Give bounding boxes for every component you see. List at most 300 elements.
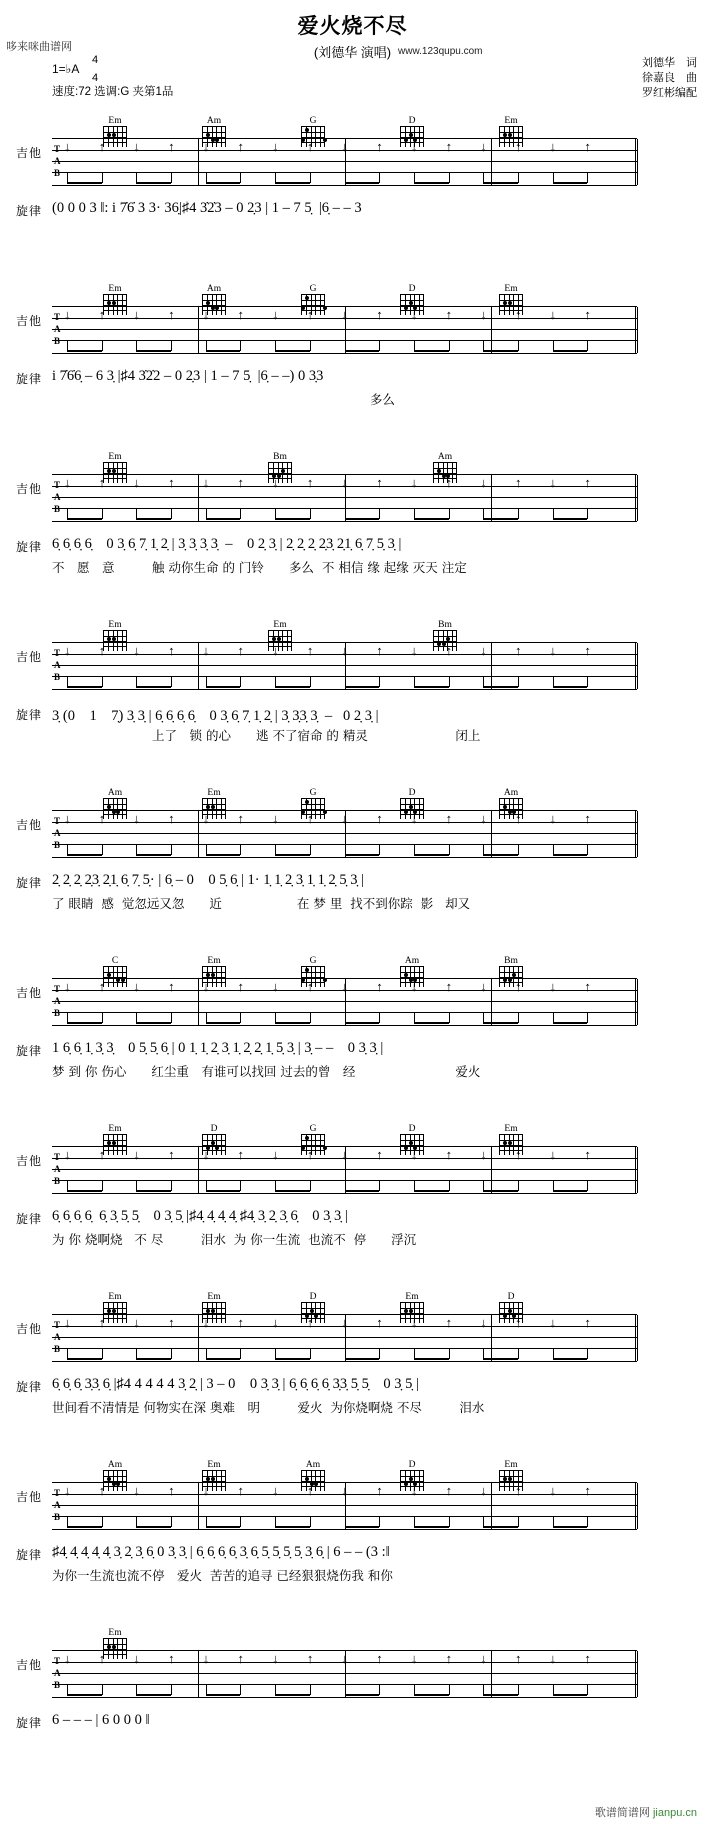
strum-arrow: ↓ [64,1483,71,1498]
strum-arrow: ↓ [64,475,71,490]
strum-arrow: ↑ [584,979,591,994]
note-beam [275,1022,310,1024]
strum-arrow: ↑ [306,307,314,322]
chord-name: D [507,1292,515,1302]
tab-clef: T A B [54,1656,61,1690]
strum-arrow: ↑ [514,811,522,826]
strum-arrow: ↑ [306,979,314,994]
strum-arrow: ↑ [376,1651,383,1666]
strum-arrow: ↓ [64,1147,71,1162]
note-beam [483,182,518,184]
note-beam [483,1694,518,1696]
strum-arrow: ↑ [445,475,453,490]
note-beam [136,182,171,184]
note-beam [206,1022,241,1024]
strum-arrow: ↑ [445,307,453,322]
note-stem [240,1181,241,1191]
note-beam [206,854,241,856]
strum-arrow: ↓ [549,1483,557,1498]
strum-arrow: ↑ [98,1483,106,1498]
note-beam [67,854,102,856]
note-beam [414,1190,449,1192]
note-stem [240,1349,241,1359]
strum-arrow: ↑ [98,811,106,826]
strum-arrow: ↑ [168,1147,175,1162]
lyrics-line: 梦 到 你 伤心 红尘重 有谁可以找回 过去的曾 经 爱火 [52,1064,481,1079]
note-stem [240,341,241,351]
strum-arrow: ↓ [272,811,279,826]
label-melody: 旋律 [16,708,43,722]
note-stem [587,509,588,519]
tab-staff [52,642,637,690]
lyrics-line: 为 你 烧啊烧 不 尽 泪水 为 你一生流 也流不 停 浮沉 [52,1232,417,1247]
label-guitar: 吉他 [16,1322,43,1336]
label-melody: 旋律 [16,1212,43,1226]
chord-name: Em [108,1628,122,1638]
note-stem [518,845,519,855]
chord-name: C [111,956,119,966]
note-stem [379,1181,380,1191]
note-beam [206,1526,241,1528]
lyrics-line: 多么 [52,392,395,407]
time-signature [92,56,98,83]
strum-arrow: ↓ [410,979,418,994]
strum-arrow: ↑ [237,1483,244,1498]
strum-arrow: ↑ [445,1315,453,1330]
strum-arrow: ↑ [584,1651,591,1666]
note-stem [449,341,450,351]
strum-arrow: ↓ [272,979,279,994]
lyrics-line: 上了 锁 的心 逃 不了宿命 的 精灵 闭上 [52,728,481,743]
strum-arrow: ↑ [168,643,175,658]
note-stem [379,1517,380,1527]
note-beam [483,1022,518,1024]
note-beam [483,518,518,520]
chord-name: Bm [504,956,518,966]
strum-arrow: ↓ [133,307,140,322]
chord-name: Em [108,1292,122,1302]
strum-arrow: ↓ [272,139,279,154]
note-stem [379,1349,380,1359]
label-melody: 旋律 [16,1380,43,1394]
note-beam [206,1190,241,1192]
note-beam [345,686,380,688]
melody-line: 1 6̣ 6̣ 1̣ 3̣ 3̣ 0 5̣ 5̣ 6̣ | 0 1̣ 1̣ 2̣ 3̣ 1̣ 2̣ 2̣ 1̣ 5̣ 3̣ | 3̣ – – 0 3̣ 3̣ | [52,1040,384,1056]
melody-line: 6 – – – | 6 0 0 0 ‖ [52,1712,150,1728]
note-stem [449,173,450,183]
note-beam [67,350,102,352]
note-stem [171,173,172,183]
strum-arrow: ↓ [272,307,279,322]
strum-arrow: ↑ [514,475,522,490]
strum-arrow: ↓ [549,139,557,154]
chord-name: Em [108,284,122,294]
strum-arrow: ↑ [168,1483,175,1498]
note-stem [310,509,311,519]
note-stem [240,1517,241,1527]
tab-staff [52,474,637,522]
strum-arrow: ↓ [202,1651,210,1666]
strum-arrow: ↑ [237,1315,244,1330]
note-beam [553,686,588,688]
strum-arrow: ↓ [410,139,418,154]
strum-arrow: ↓ [549,979,557,994]
strum-arrow: ↓ [202,1147,210,1162]
chord-name: G [309,284,317,294]
note-beam [345,1694,380,1696]
strum-arrow: ↓ [133,1483,140,1498]
strum-arrow: ↓ [549,811,557,826]
note-stem [240,1685,241,1695]
watermark-bottom-text: 歌谱简谱网 [594,1807,650,1819]
strum-arrow: ↓ [202,1315,210,1330]
note-beam [345,518,380,520]
strum-arrow: ↓ [480,1651,487,1666]
strum-arrow: ↑ [306,643,314,658]
note-beam [206,182,241,184]
strum-arrow: ↑ [168,139,175,154]
strum-arrow: ↑ [584,307,591,322]
strum-arrow: ↓ [202,811,210,826]
note-stem [102,845,103,855]
chord-name: D [408,284,416,294]
chord-name: G [309,788,317,798]
label-guitar: 吉他 [16,146,43,160]
strum-arrow: ↓ [202,139,210,154]
note-beam [275,1358,310,1360]
strum-arrow: ↑ [376,1315,383,1330]
melody-line: 6̣ 6̣ 6̣ 3̣3̣ 6̣ |♯4 4 4 4 4 3̣ 2̣ | 3 – 0 0 3̣ 3̣ | 6̣ 6̣ 6̣ 6̣ 3̣3̣ 5̣ 5̣ 0 3̣ 5̣ | [52,1376,419,1392]
note-stem [310,1349,311,1359]
note-beam [345,1526,380,1528]
strum-arrow: ↑ [445,811,453,826]
note-stem [171,845,172,855]
key-signature: 1=♭A [52,62,80,76]
note-stem [240,677,241,687]
note-beam [553,1190,588,1192]
note-beam [136,854,171,856]
note-beam [414,1694,449,1696]
site-url: www.123qupu.com [398,46,483,57]
strum-arrow: ↑ [514,1147,522,1162]
strum-arrow: ↑ [445,979,453,994]
note-beam [275,686,310,688]
tempo-and-capo: 速度:72 选调:G 夹第1品 [52,86,174,98]
note-beam [553,350,588,352]
watermark-left: 哆来咪曲谱网 [6,41,72,53]
note-stem [310,173,311,183]
melody-line: (0 0 0 3 ‖: i 7̇6̇ 3 3· 36̣|♯4 3̇2̇3 – 0 2̣3 | 1 – 7 5̣ |6̣ – – 3 [52,200,362,216]
strum-arrow: ↑ [306,1315,314,1330]
chord-name: Em [504,1460,518,1470]
strum-arrow: ↑ [306,139,314,154]
note-beam [483,1190,518,1192]
strum-arrow: ↓ [410,307,418,322]
strum-arrow: ↓ [341,979,348,994]
credit-lyricist: 刘德华 词 [642,57,697,69]
chord-name: Bm [273,452,287,462]
note-stem [240,845,241,855]
note-stem [310,677,311,687]
strum-arrow: ↑ [584,475,591,490]
melody-line: 2̣ 2̣ 2̣ 2̣3̣ 2̣1̣ 6̣ 7̣ 5̣· | 6̣ – 0 0 5̣ 6̣ | 1· 1̣ 1̣ 2̣ 3̣ 1̣ 1̣ 2̣ 5̣ 3̣ | [52,872,364,888]
note-beam [67,182,102,184]
strum-arrow: ↓ [133,1651,140,1666]
strum-arrow: ↓ [133,139,140,154]
chord-name: Am [404,956,420,966]
label-guitar: 吉他 [16,1490,43,1504]
note-beam [67,686,102,688]
chord-name: D [408,116,416,126]
note-stem [171,1181,172,1191]
note-stem [518,677,519,687]
tab-staff [52,1314,637,1362]
strum-arrow: ↓ [133,1147,140,1162]
note-stem [449,1349,450,1359]
strum-arrow: ↓ [133,643,140,658]
note-beam [414,854,449,856]
note-stem [171,1349,172,1359]
chord-name: Am [206,116,222,126]
strum-arrow: ↑ [514,1315,522,1330]
note-beam [553,1526,588,1528]
note-stem [310,341,311,351]
note-beam [136,1358,171,1360]
lyrics-line: 了 眼睛 感 觉忽远又忽 近 在 梦 里 找不到你踪 影 却又 [52,896,471,911]
note-beam [67,1190,102,1192]
tab-clef: T A B [54,1488,61,1522]
strum-arrow: ↓ [341,643,348,658]
note-beam [67,1694,102,1696]
note-beam [483,1358,518,1360]
note-beam [206,518,241,520]
note-stem [310,1013,311,1023]
strum-arrow: ↓ [64,139,71,154]
chord-name: G [309,116,317,126]
note-stem [102,1013,103,1023]
note-stem [310,845,311,855]
strum-arrow: ↑ [584,1483,591,1498]
tab-clef: T A B [54,1320,61,1354]
chord-name: Em [504,116,518,126]
note-beam [275,1694,310,1696]
strum-arrow: ↓ [549,475,557,490]
strum-arrow: ↑ [168,811,175,826]
strum-arrow: ↑ [306,1651,314,1666]
page-title: 爱火烧不尽 [297,14,408,38]
note-stem [587,1685,588,1695]
strum-arrow: ↓ [480,475,487,490]
chord-name: Em [273,620,287,630]
strum-arrow: ↓ [272,1147,279,1162]
strum-arrow: ↓ [341,1483,348,1498]
strum-arrow: ↓ [202,475,210,490]
strum-arrow: ↑ [584,139,591,154]
strum-arrow: ↓ [64,643,71,658]
note-beam [206,350,241,352]
note-stem [171,1517,172,1527]
strum-arrow: ↑ [376,475,383,490]
tab-staff [52,1482,637,1530]
strum-arrow: ↓ [410,643,418,658]
note-beam [483,686,518,688]
chord-name: D [408,1124,416,1134]
lyrics-line: 为你一生流也流不停 爱火 苦苦的追寻 已经狠狠烧伤我 和你 [52,1568,393,1583]
note-stem [102,341,103,351]
note-stem [587,173,588,183]
label-melody: 旋律 [16,1716,43,1730]
tab-clef: T A B [54,1152,61,1186]
strum-arrow: ↑ [168,979,175,994]
note-stem [171,1685,172,1695]
note-beam [483,1526,518,1528]
strum-arrow: ↓ [341,475,348,490]
strum-arrow: ↑ [237,475,244,490]
chord-name: G [309,1124,317,1134]
note-stem [449,1517,450,1527]
note-stem [449,845,450,855]
note-beam [275,350,310,352]
label-guitar: 吉他 [16,314,43,328]
note-beam [67,1526,102,1528]
strum-arrow: ↓ [341,139,348,154]
chord-name: Em [207,956,221,966]
strum-arrow: ↓ [272,1651,279,1666]
strum-arrow: ↑ [237,1147,244,1162]
note-beam [275,182,310,184]
chord-name: Em [207,1292,221,1302]
note-beam [414,518,449,520]
strum-arrow: ↓ [64,979,71,994]
chord-name: Am [503,788,519,798]
strum-arrow: ↓ [410,1315,418,1330]
strum-arrow: ↓ [202,307,210,322]
strum-arrow: ↑ [376,1483,383,1498]
note-beam [553,518,588,520]
note-stem [587,677,588,687]
note-beam [275,518,310,520]
note-stem [102,1685,103,1695]
note-beam [67,1022,102,1024]
note-beam [136,686,171,688]
strum-arrow: ↑ [98,139,106,154]
strum-arrow: ↓ [410,1147,418,1162]
credit-composer: 徐嘉良 曲 [642,72,697,84]
note-beam [136,350,171,352]
note-stem [102,677,103,687]
strum-arrow: ↑ [98,979,106,994]
note-stem [379,1685,380,1695]
strum-arrow: ↓ [410,1651,418,1666]
strum-arrow: ↑ [514,979,522,994]
strum-arrow: ↓ [133,979,140,994]
strum-arrow: ↑ [514,1483,522,1498]
strum-arrow: ↓ [202,979,210,994]
chord-name: Am [305,1460,321,1470]
note-stem [587,341,588,351]
chord-name: Em [207,788,221,798]
strum-arrow: ↑ [376,307,383,322]
melody-line: 3̣ (0 1 7̣) 3̣ 3̣ | 6̣ 6̣ 6̣ 6̣ 0 3̣ 6̣ 7̣ 1̣ 2̣ | 3̣ 3̣3̣ 3̣ – 0 2̣ 3̣ | [52,708,379,724]
note-stem [518,509,519,519]
note-beam [136,1526,171,1528]
chord-name: Am [206,284,222,294]
strum-arrow: ↑ [514,1651,522,1666]
strum-arrow: ↑ [584,1147,591,1162]
note-stem [518,1013,519,1023]
chord-name: Bm [438,620,452,630]
tab-clef: T A B [54,480,61,514]
tab-clef: T A B [54,144,61,178]
chord-name: D [408,788,416,798]
time-signature-bottom: 4 [92,72,99,84]
note-beam [553,1694,588,1696]
strum-arrow: ↑ [237,1651,244,1666]
note-beam [345,854,380,856]
note-beam [553,182,588,184]
note-stem [449,509,450,519]
note-beam [414,1358,449,1360]
strum-arrow: ↑ [98,307,106,322]
strum-arrow: ↓ [480,139,487,154]
note-stem [587,1349,588,1359]
note-beam [553,1022,588,1024]
note-beam [136,518,171,520]
label-melody: 旋律 [16,204,43,218]
strum-arrow: ↓ [480,1315,487,1330]
tab-clef: T A B [54,984,61,1018]
note-stem [240,173,241,183]
note-beam [275,1526,310,1528]
page-subtitle: (刘德华 演唱) [313,45,392,60]
note-stem [379,1013,380,1023]
note-beam [414,1526,449,1528]
strum-arrow: ↓ [202,643,210,658]
note-stem [379,173,380,183]
strum-arrow: ↑ [168,1651,175,1666]
strum-arrow: ↑ [514,643,522,658]
label-guitar: 吉他 [16,650,43,664]
strum-arrow: ↓ [410,811,418,826]
lyrics-line: 世间看不清情是 何物实在深 奥难 明 爱火 为你烧啊烧 不尽 泪水 [52,1400,485,1415]
chord-name: G [309,956,317,966]
strum-arrow: ↑ [98,475,106,490]
strum-arrow: ↓ [480,979,487,994]
strum-arrow: ↓ [480,1147,487,1162]
label-melody: 旋律 [16,876,43,890]
strum-arrow: ↓ [549,1147,557,1162]
note-stem [379,341,380,351]
note-stem [587,1517,588,1527]
note-stem [518,341,519,351]
strum-arrow: ↑ [237,139,244,154]
strum-arrow: ↑ [445,643,453,658]
note-stem [379,509,380,519]
strum-arrow: ↓ [480,307,487,322]
melody-line: i 7̇6̇6̣ – 6 3̣ |♯4 3̇2̇2 – 0 2̣3 | 1 – 7 5̣ |6̣ – –) 0 3̣3 [52,368,324,384]
note-stem [171,677,172,687]
note-beam [345,1022,380,1024]
strum-arrow: ↓ [410,1483,418,1498]
strum-arrow: ↑ [168,475,175,490]
tab-staff [52,1146,637,1194]
strum-arrow: ↑ [376,139,383,154]
note-stem [310,1517,311,1527]
note-stem [379,677,380,687]
label-guitar: 吉他 [16,1154,43,1168]
strum-arrow: ↑ [584,811,591,826]
strum-arrow: ↓ [272,1483,279,1498]
